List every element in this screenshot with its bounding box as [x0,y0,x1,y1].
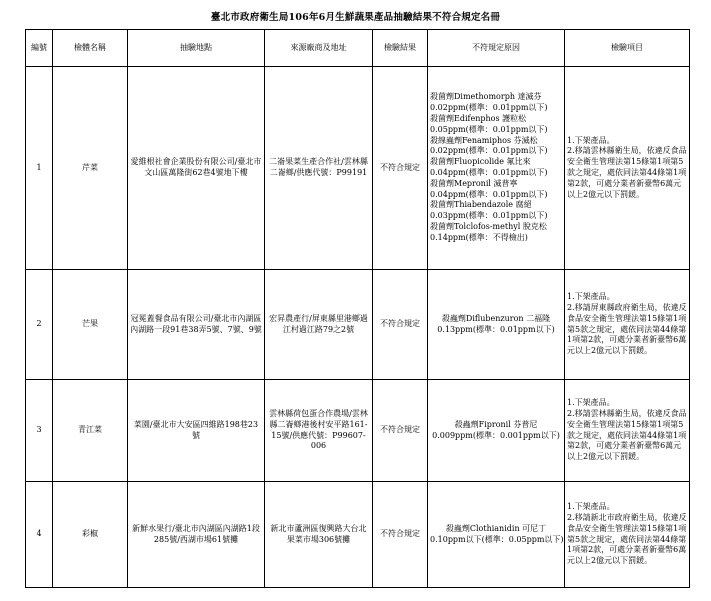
action-line: 1.下架產品。 [567,135,615,145]
reason-line: 0.04ppm(標準：0.01ppm以下) [430,189,548,199]
table-row [26,67,690,270]
cell-no: 4 [26,482,53,588]
cell-action [565,482,690,588]
reason-line: 殺蟲劑Clothianidin 可尼丁 [445,523,547,533]
cell-reason [428,67,565,270]
action-line: 1.下架產品。 [567,292,615,302]
reason-line: 殺菌劑Thiabendazole 腐絕 [430,200,532,210]
cell-source: 二崙果菜生產合作社/雲林縣二崙鄉/供應代號：P99191 [265,67,373,270]
action-line: 1.下架產品。 [567,502,615,512]
action-line: 2.移請雲林縣衛生局，依違反食品安全衛生管理法第15條第1項第5款之規定，處依同法第44條第1項第2款，可處分業者新臺幣6萬元以上2億元以下罰鍰。 [567,408,687,462]
cell-name: 青江菜 [53,380,128,482]
cell-location: 菜園/臺北市大安區四維路198巷23號 [128,380,265,482]
reason-line: 0.02ppm(標準：0.01ppm以下) [430,146,548,156]
cell-location: 冠冕蓋餐食品有限公司/臺北市內湖區內湖路一段91巷38弄5號、7號、9號 [128,270,265,380]
cell-reason [428,380,565,482]
reason-line: 0.05ppm(標準：0.01ppm以下) [430,124,548,134]
reason-line: 殺菌劑Mepronil 滅普寧 [430,178,518,188]
action-line: 1.下架產品。 [567,398,615,408]
reason-line: 殺蟲劑Fipronil 芬普尼 [454,419,538,429]
cell-action [565,380,690,482]
reason-line: 殺菌劑Dimethomorph 達滅芬 [430,92,542,102]
header-source: 來源廠商及地址 [265,30,373,67]
header-action: 檢驗項目 [565,30,690,67]
table-row [26,380,690,482]
reason-line: 0.009ppm(標準：0.001ppm以下) [432,430,560,440]
page-title: 臺北市政府衛生局106年6月生鮮蔬果產品抽驗結果不符合規定名冊 [210,12,501,23]
cell-source: 雲林縣荷包蛋合作農場/雲林縣二崙鄉港後村安平路161-15號/供應代號：P99607-006 [265,380,373,482]
cell-location: 新鮮水果行/臺北市內湖區內湖路1段285號/西湖市場61號攤 [128,482,265,588]
cell-result: 不符合規定 [373,270,428,380]
cell-name: 彩椒 [53,482,128,588]
cell-result: 不符合規定 [373,67,428,270]
results-table [25,29,690,588]
cell-source: 新北市蘆洲區復興路大台北果菜市場306號攤 [265,482,373,588]
cell-result: 不符合規定 [373,482,428,588]
cell-no: 2 [26,270,53,380]
reason-line: 0.02ppm(標準：0.01ppm以下) [430,103,548,113]
header-row [26,30,690,67]
header-location: 抽驗地點 [128,30,265,67]
cell-location: 愛維根社會企業股份有限公司/臺北市文山區萬隆街62巷4號地下樓 [128,67,265,270]
header-result: 檢驗結果 [373,30,428,67]
header-reason: 不符規定原因 [428,30,565,67]
cell-name: 芹菜 [53,67,128,270]
table-row [26,482,690,588]
cell-reason [428,482,565,588]
cell-reason [428,270,565,380]
cell-no: 3 [26,380,53,482]
reason-line: 殺菌劑Tolclofos-methyl 脫克松 [430,221,547,231]
cell-source: 宏昇農產行/屏東縣里港鄉過江村過江路79之2號 [265,270,373,380]
action-line: 2.移請雲林縣衛生局，依違反食品安全衛生管理法第15條第1項第5款之規定，處依同法第44條第1項第2款，可處分業者新臺幣6萬元以上2億元以下罰鍰。 [567,146,687,199]
reason-line: 0.10ppm以下(標準：0.05ppm以下) [430,534,564,544]
reason-line: 殺線蟲劑Fenamiphos 芬滅松 [430,135,538,145]
cell-action [565,67,690,270]
header-no: 編號 [26,30,53,67]
reason-line: 殺菌劑Edifenphos 護粒松 [430,114,527,124]
cell-action [565,270,690,380]
cell-no: 1 [26,67,53,270]
reason-line: 0.14ppm(標準：不得檢出) [430,232,528,242]
cell-name: 芒果 [53,270,128,380]
cell-result: 不符合規定 [373,380,428,482]
reason-line: 殺菌劑Fluopicolide 氟比來 [430,157,531,167]
reason-line: 0.13ppm(標準：0.01ppm以下) [437,324,555,334]
reason-line: 0.04ppm(標準：0.01ppm以下) [430,168,548,177]
header-name: 檢體名稱 [53,30,128,67]
reason-line: 0.03ppm(標準：0.01ppm以下) [430,211,548,221]
reason-line: 殺蟲劑Diflubenzuron 二福隆 [441,313,551,323]
action-line: 2.移請屏東縣政府衛生局，依違反食品安全衛生管理法第15條第1項第5款之規定，處依同法第44條第1項第2款，可處分業者新臺幣6萬元以上2億元以下罰鍰。 [567,302,687,356]
action-line: 2.移請新北市政府衛生局，依違反食品安全衛生管理法第15條第1項第5款之規定，處依同法第44條第1項第2款，可處分業者新臺幣6萬元以上2億元以下罰鍰。 [567,512,687,566]
table-row [26,270,690,380]
